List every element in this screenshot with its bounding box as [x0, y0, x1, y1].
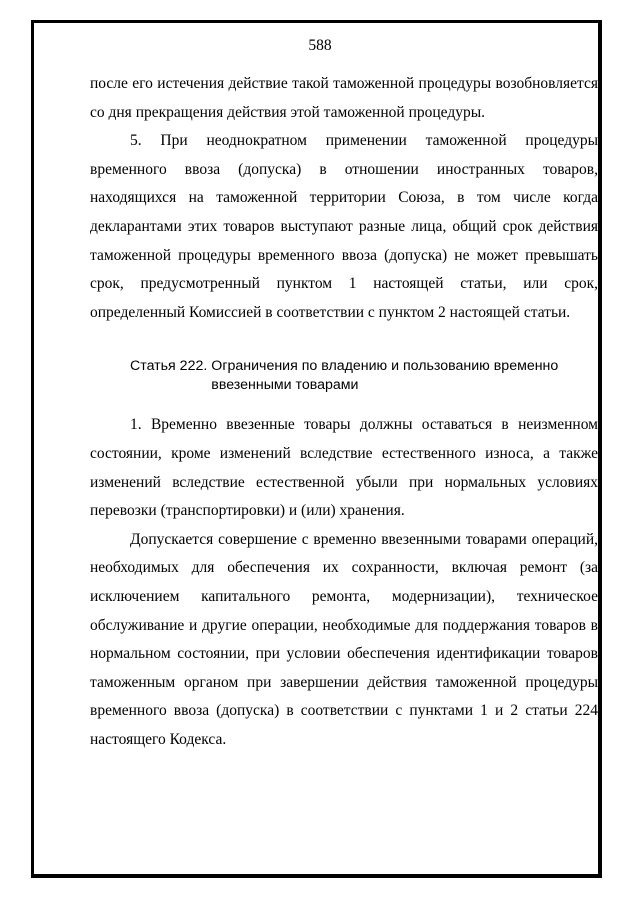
document-body [90, 70, 598, 754]
article-number: Статья 222. [130, 358, 208, 375]
paragraph-item-5: 5. При неоднократном применении таможенной процедуры временного ввоза (допуска) в отношении иностранных товаров, находящихся на таможенной территории Союза, в том числе когда декларантами этих товаров выступают разные лица, общий срок действия таможенной процедуры временного ввоза (допуска) не может превышать срок, предусмотренный пунктом 1 настоящей статьи, или срок, определенный Комиссией в соответствии с пунктом 2 настоящей статьи. [90, 132, 598, 321]
paragraph-continuation: после его истечения действие такой таможенной процедуры возобновляется со дня прекращения действия этой таможенной процедуры. [90, 75, 598, 121]
article-title: Ограничения по владению и пользованию временно ввезенными товарами [211, 358, 559, 394]
paragraph-item-1: 1. Временно ввезенные товары должны оставаться в неизменном состоянии, кроме изменений вследствие естественного износа, а также изменений вследствие естественной убыли при нормальных условиях перевозки (транспортировки) и (или) хранения. [90, 416, 598, 520]
article-heading [130, 357, 598, 395]
paragraph-allowed-operations: Допускается совершение с временно ввезенными товарами операций, необходимых для обеспечения их сохранности, включая ремонт (за исключением капитального ремонта, модернизации), техническое обслуживание и другие операции, необходимые для поддержания товаров в нормальном состоянии, при условии обеспечения идентификации товаров таможенным органом при завершении действия таможенной процедуры временного ввоза (допуска) в соответствии с пунктами 1 и 2 статьи 224 настоящего Кодекса. [90, 530, 598, 748]
page-number: 588 [308, 37, 332, 54]
